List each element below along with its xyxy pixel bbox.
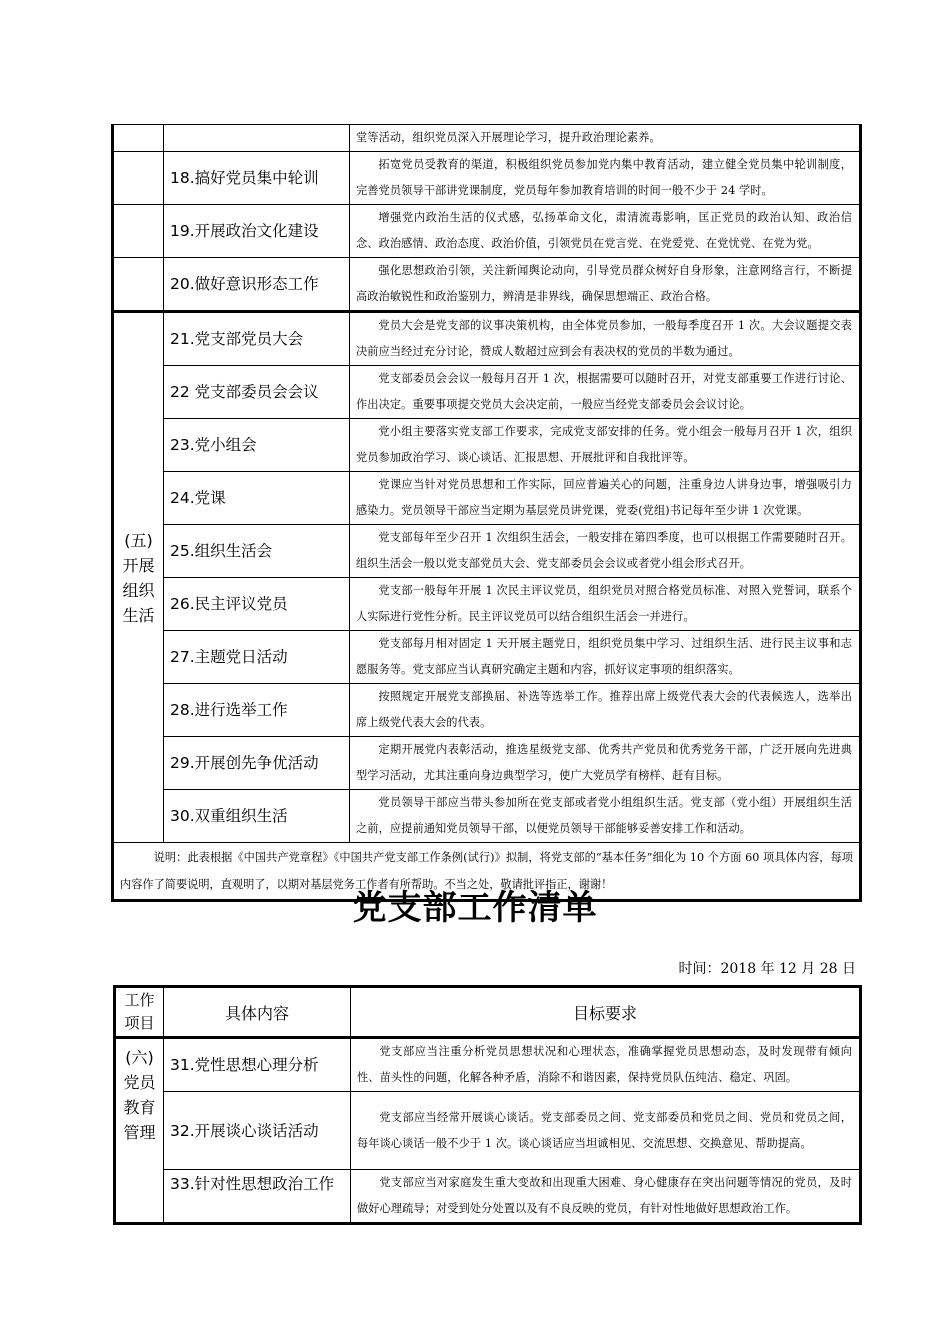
item-desc: 拓宽党员受教育的渠道，积极组织党员参加党内集中教育活动，建立健全党员集中轮训制度，完善党员领导干部讲党课制度，党员每年参加教育培训的时间一般不少于 24 学时。 bbox=[350, 152, 861, 205]
item-name: 27.主题党日活动 bbox=[164, 631, 350, 684]
item-desc: 党支部应当经常开展谈心谈话。党支部委员之间、党支部委员和党员之间、党员和党员之间，每年谈心谈话一般不少于 1 次。谈心谈话应当坦诚相见、交流思想、交换意见、帮助提高。 bbox=[351, 1092, 861, 1170]
category-cell-empty bbox=[113, 258, 164, 312]
item-cell-empty bbox=[164, 125, 350, 152]
continuation-desc: 堂等活动，组织党员深入开展理论学习，提升政治理论素养。 bbox=[350, 125, 861, 152]
category-cell-empty bbox=[113, 205, 164, 258]
header-requirements: 目标要求 bbox=[351, 987, 861, 1038]
item-name: 28.进行选举工作 bbox=[164, 684, 350, 737]
item-desc: 增强党内政治生活的仪式感，弘扬革命文化，肃清流毒影响，匡正党员的政治认知、政治信念、政治感情、政治态度、政治价值，引领党员在党言党、在党爱党、在党忧党、在党为党。 bbox=[350, 205, 861, 258]
item-name: 20.做好意识形态工作 bbox=[164, 258, 350, 312]
document-title: 党支部工作清单 bbox=[352, 888, 598, 928]
category-line: (六) bbox=[125, 1048, 154, 1067]
item-desc: 党支部委员会会议一般每月召开 1 次，根据需要可以随时召开，对党支部重要工作进行讨论、作出决定。重要事项提交党员大会决定前，一般应当经党支部委员会会议讨论。 bbox=[350, 366, 861, 419]
header-work-item: 工作项目 bbox=[115, 987, 164, 1038]
work-list-table-part2 bbox=[113, 985, 862, 1225]
item-name: 26.民主评议党员 bbox=[164, 578, 350, 631]
item-name: 32.开展谈心谈话活动 bbox=[164, 1092, 351, 1170]
item-desc: 强化思想政治引领，关注新闻舆论动向，引导党员群众树好自身形象，注意网络言行，不断提高政治敏锐性和政治鉴别力，辨清是非界线，确保思想端正、政治合格。 bbox=[350, 258, 861, 312]
item-desc: 党支部应当对家庭发生重大变故和出现重大困难、身心健康存在突出问题等情况的党员，及时做好心理疏导；对受到处分处置以及有不良反映的党员，有针对性地做好思想政治工作。 bbox=[351, 1170, 861, 1224]
item-desc: 定期开展党内表彰活动，推选星级党支部、优秀共产党员和优秀党务干部，广泛开展向先进典型学习活动，尤其注重向身边典型学习，使广大党员学有榜样、赶有目标。 bbox=[350, 737, 861, 790]
work-list-table-part1 bbox=[111, 124, 862, 902]
category-five bbox=[113, 312, 164, 843]
category-cell-empty bbox=[113, 152, 164, 205]
item-name: 21.党支部党员大会 bbox=[164, 312, 350, 366]
item-name: 19.开展政治文化建设 bbox=[164, 205, 350, 258]
item-name: 24.党课 bbox=[164, 472, 350, 525]
item-name: 33.针对性思想政治工作 bbox=[164, 1170, 351, 1224]
item-name: 31.党性思想心理分析 bbox=[164, 1038, 351, 1092]
item-desc: 党支部应当注重分析党员思想状况和心理状态，准确掌握党员思想动态，及时发现带有倾向性、苗头性的问题，化解各种矛盾，消除不和谐因素，保持党员队伍纯洁、稳定、巩固。 bbox=[351, 1038, 861, 1092]
item-desc: 党支部每年至少召开 1 次组织生活会，一般安排在第四季度，也可以根据工作需要随时召开。组织生活会一般以党支部党员大会、党支部委员会会议或者党小组会形式召开。 bbox=[350, 525, 861, 578]
category-line: 党员 bbox=[123, 1073, 156, 1092]
document-date: 时间：2018 年 12 月 28 日 bbox=[678, 961, 856, 977]
item-desc: 党员大会是党支部的议事决策机构，由全体党员参加，一般每季度召开 1 次。大会议题提交表决前应当经过充分讨论，赞成人数超过应到会有表决权的党员的半数为通过。 bbox=[350, 312, 861, 366]
category-line: 开展 bbox=[122, 555, 155, 575]
item-desc: 党员领导干部应当带头参加所在党支部或者党小组组织生活。党支部（党小组）开展组织生活之前，应提前通知党员领导干部，以便党员领导干部能够妥善安排工作和活动。 bbox=[350, 790, 861, 843]
header-content: 具体内容 bbox=[164, 987, 351, 1038]
item-name: 25.组织生活会 bbox=[164, 525, 350, 578]
item-desc: 党支部每月相对固定 1 天开展主题党日，组织党员集中学习、过组织生活、进行民主议事和志愿服务等。党支部应当认真研究确定主题和内容，抓好议定事项的组织落实。 bbox=[350, 631, 861, 684]
item-name: 23.党小组会 bbox=[164, 419, 350, 472]
item-name: 18.搞好党员集中轮训 bbox=[164, 152, 350, 205]
category-six bbox=[115, 1038, 164, 1224]
category-cell-empty bbox=[113, 125, 164, 152]
item-name: 29.开展创先争优活动 bbox=[164, 737, 350, 790]
item-name: 22 党支部委员会会议 bbox=[164, 366, 350, 419]
item-desc: 党小组主要落实党支部工作要求，完成党支部安排的任务。党小组会一般每月召开 1 次，组织党员参加政治学习、谈心谈话、汇报思想、开展批评和自我批评等。 bbox=[350, 419, 861, 472]
category-line: 管理 bbox=[123, 1123, 156, 1142]
category-line: (五) bbox=[124, 530, 153, 550]
category-line: 教育 bbox=[123, 1098, 156, 1117]
item-desc: 党支部一般每年开展 1 次民主评议党员，组织党员对照合格党员标准、对照入党誓词，联系个人实际进行党性分析。民主评议党员可以结合组织生活会一并进行。 bbox=[350, 578, 861, 631]
category-line: 生活 bbox=[122, 605, 155, 625]
table-note: 说明：此表根据《中国共产党章程》《中国共产党支部工作条例(试行)》拟制，将党支部的“基本任务”细化为 10 个方面 60 项具体内容，每项内容作了简要说明，直观明了，以期对基层党务工作者有所帮助。不当之处，敬请批评指正，谢谢！ bbox=[113, 843, 861, 901]
category-line: 组织 bbox=[122, 580, 155, 600]
item-name: 30.双重组织生活 bbox=[164, 790, 350, 843]
item-desc: 党课应当针对党员思想和工作实际，回应普遍关心的问题，注重身边人讲身边事，增强吸引力感染力。党员领导干部应当定期为基层党员讲党课，党委(党组)书记每年至少讲 1 次党课。 bbox=[350, 472, 861, 525]
item-desc: 按照规定开展党支部换届、补选等选举工作。推荐出席上级党代表大会的代表候选人，选举出席上级党代表大会的代表。 bbox=[350, 684, 861, 737]
